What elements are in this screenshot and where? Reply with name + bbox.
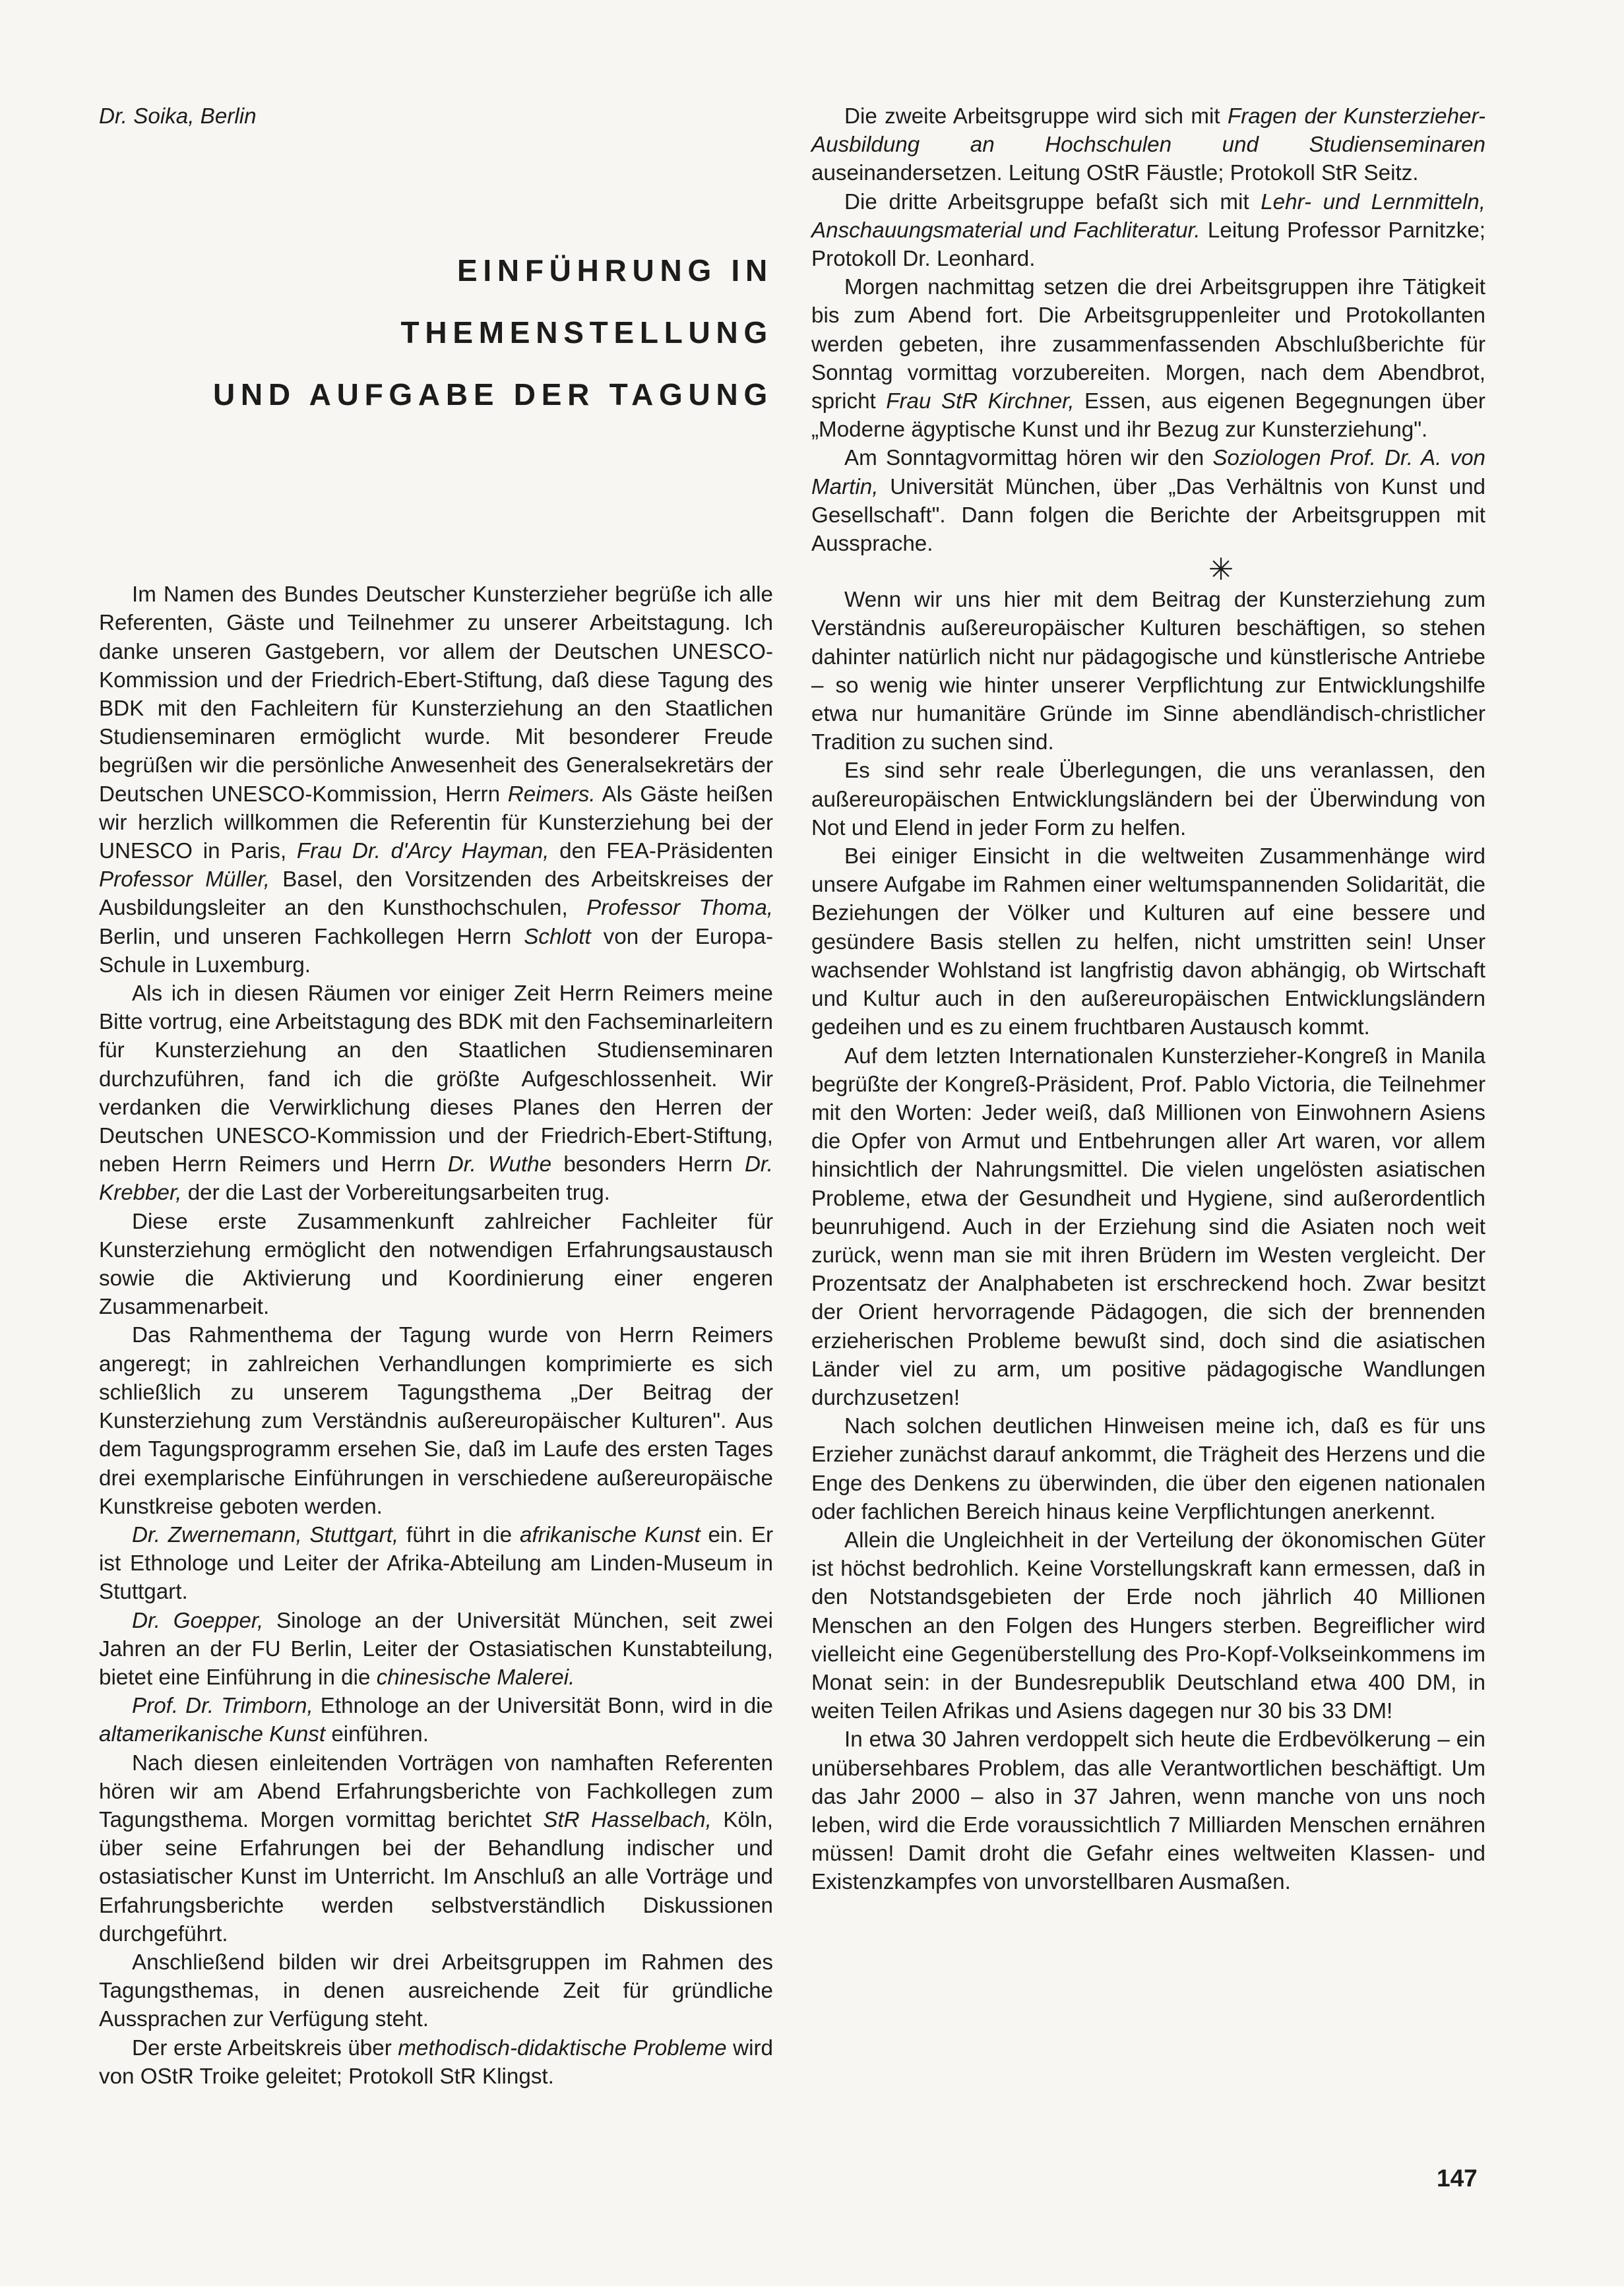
- paragraph: Dr. Zwernemann, Stuttgart, führt in die afrikanische Kunst ein. Er ist Ethnologe und Leiter der Afrika-Abteilung am Linden-Museum in Stuttgart.: [99, 1522, 774, 1605]
- paragraph: Die zweite Arbeitsgruppe wird sich mit Fragen der Kunsterzieher-Ausbildung an Hochschulen und Studienseminaren auseinandersetzen. Leitung OStR Fäustle; Protokoll StR Seitz.: [811, 104, 1485, 186]
- paragraph: Bei einiger Einsicht in die weltweiten Zusammenhänge wird unsere Aufgabe im Rahmen einer weltumspannenden Solidarität, die Beziehungen der Völker und Kulturen auf eine bessere und gesündere Basis stellen zu helfen, nicht umstritten sein! Unser wachsender Wohlstand ist langfristig davon abhängig, ob Wirtschaft und Kultur auch in den außereuropäischen Entwicklungsländern gedeihen und es zu einem fruchtbaren Austausch kommt.: [811, 844, 1485, 1040]
- paragraph: Allein die Ungleichheit in der Verteilung der ökonomischen Güter ist höchst bedrohlich. Keine Vorstellungskraft kann ermessen, daß in den Notstandsgebieten der Erde noch jährlich 40 Millionen Menschen an den Folgen des Hungers sterben. Begreiflicher wird vielleicht eine Gegenüberstellung des Pro-Kopf-Volkseinkommens im Monat sein: in der Bundesrepublik Deutschland etwa 400 DM, in weiten Teilen Afrikas und Asiens dagegen nur 30 bis 33 DM!: [811, 1528, 1485, 1724]
- paragraph: Wenn wir uns hier mit dem Beitrag der Kunsterziehung zum Verständnis außereuropäischer Kulturen beschäftigen, so stehen dahinter natürlich nicht nur pädagogische und künstlerische Antriebe – so wenig wie hinter unserer Verpflichtung zur Entwicklungshilfe etwa nur humanitäre Gründe im Sinne abendländisch-christlicher Tradition zu suchen sind.: [811, 588, 1485, 755]
- author-line: Dr. Soika, Berlin: [99, 104, 257, 129]
- paragraph: Als ich in diesen Räumen vor einiger Zeit Herrn Reimers meine Bitte vortrug, eine Arbeitstagung des BDK mit den Fachseminarleitern für Kunsterziehung an den Staatlichen Studienseminaren durchzuführen, fand ich die größte Aufgeschlossenheit. Wir verdanken die Verwirklichung dieses Planes den Herren der Deutschen UNESCO-Kommission und der Friedrich-Ebert-Stiftung, neben Herrn Reimers und Herrn Dr. Wuthe besonders Herrn Dr. Krebber, der die Last der Vorbereitungsarbeiten trug.: [99, 981, 773, 1206]
- paragraph: Die dritte Arbeitsgruppe befaßt sich mit Lehr- und Lernmitteln, Anschauungsmaterial und Fachliteratur. Leitung Professor Parnitzke; Protokoll Dr. Leonhard.: [811, 189, 1485, 272]
- paragraph: Es sind sehr reale Überlegungen, die uns veranlassen, den außereuropäischen Entwicklungsländern bei der Überwindung von Not und Elend in jeder Form zu helfen.: [811, 758, 1485, 840]
- paragraph: Dr. Goepper, Sinologe an der Universität München, seit zwei Jahren an der FU Berlin, Leiter der Ostasiatischen Kunstabteilung, bietet eine Einführung in die chinesische Malerei.: [99, 1608, 773, 1690]
- right-column: [811, 102, 1485, 1897]
- paragraph: Nach solchen deutlichen Hinweisen meine ich, daß es für uns Erzieher zunächst darauf ankommt, die Trägheit des Herzens und die Enge des Denkens zu überwinden, die über den eigenen nationalen oder fachlichen Bereich hinaus keine Verpflichtungen anerkennt.: [811, 1414, 1485, 1524]
- paragraph: Anschließend bilden wir drei Arbeitsgruppen im Rahmen des Tagungsthemas, in denen ausreichende Zeit für gründliche Aussprachen zur Verfügung steht.: [99, 1950, 773, 2032]
- paragraph: Prof. Dr. Trimborn, Ethnologe an der Universität Bonn, wird in die altamerikanische Kunst einführen.: [99, 1694, 773, 1747]
- paragraph: Nach diesen einleitenden Vorträgen von namhaften Referenten hören wir am Abend Erfahrungsberichte von Fachkollegen zum Tagungsthema. Morgen vormittag berichtet StR Hasselbach, Köln, über seine Erfahrungen bei der Behandlung indischer und ostasiatischer Kunst im Unterricht. Im Anschluß an alle Vorträge und Erfahrungsberichte werden selbstverständlich Diskussionen durchgeführt.: [99, 1750, 773, 1946]
- page-number: 147: [1437, 2165, 1478, 2192]
- paragraph: Auf dem letzten Internationalen Kunsterzieher-Kongreß in Manila begrüßte der Kongreß-Präsident, Prof. Pablo Victoria, die Teilnehmer mit den Worten: Jeder weiß, daß Millionen von Einwohnern Asiens die Opfer von Armut und Entbehrungen aller Art waren, vor allem hinsichtlich der Nahrungsmittel. Die vielen ungelösten asiatischen Probleme, etwa der Gesundheit und Hygiene, sind außerordentlich beunruhigend. Auch in der Erziehung sind die Asiaten noch weit zurück, wenn man sie mit ihren Brüdern im Westen vergleicht. Der Prozentsatz der Analphabeten ist erschreckend hoch. Zwar besitzt der Orient hervorragende Pädagogen, die sich der brennenden erzieherischen Probleme bewußt sind, doch sind die asiatischen Länder viel zu arm, um positive pädagogische Wandlungen durchzusetzen!: [811, 1043, 1485, 1410]
- paragraph: In etwa 30 Jahren verdoppelt sich heute die Erdbevölkerung – ein unübersehbares Problem, das alle Verantwortlichen beschäftigt. Um das Jahr 2000 – also in 37 Jahren, wenn manche von uns noch leben, wird die Erde voraussichtlich 7 Milliarden Menschen ernähren müssen! Damit droht die Gefahr eines weltweiten Klassen- und Existenzkampfes von unvorstellbaren Ausmaßen.: [811, 1727, 1485, 1895]
- paragraph: Diese erste Zusammenkunft zahlreicher Fachleiter für Kunsterziehung ermöglicht den notwendigen Erfahrungsaustausch sowie die Aktivierung und Koordinierung einer engeren Zusammenarbeit.: [99, 1209, 773, 1320]
- paragraph: Morgen nachmittag setzen die drei Arbeitsgruppen ihre Tätigkeit bis zum Abend fort. Die Arbeitsgruppenleiter und Protokollanten werden gebeten, ihre zusammenfassenden Abschlußberichte für Sonntag vormittag vorzubereiten. Morgen, nach dem Abendbrot, spricht Frau StR Kirchner, Essen, aus eigenen Begegnungen über „Moderne ägyptische Kunst und ihr Bezug zur Kunsterziehung".: [811, 275, 1485, 443]
- section-divider-asterisk-icon: ✳: [1208, 552, 1234, 587]
- paragraph: Das Rahmenthema der Tagung wurde von Herrn Reimers angeregt; in zahlreichen Verhandlungen komprimierte es sich schließlich zu unserem Tagungsthema „Der Beitrag der Kunsterziehung zum Verständnis außereuropäischer Kulturen". Aus dem Tagungsprogramm ersehen Sie, daß im Laufe des ersten Tages drei exemplarische Einführungen in verschiedene außereuropäische Kunstkreise geboten werden.: [99, 1323, 773, 1519]
- headline-line-1: EINFÜHRUNG IN THEMENSTELLUNG: [400, 253, 773, 350]
- spacer: [99, 425, 773, 580]
- paragraph: Der erste Arbeitskreis über methodisch-didaktische Probleme wird von OStR Troike geleitet; Protokoll StR Klingst.: [99, 2035, 774, 2089]
- paragraph: Am Sonntagvormittag hören wir den Soziologen Prof. Dr. A. von Martin, Universität München, über „Das Verhältnis von Kunst und Gesellschaft". Dann folgen die Berichte der Arbeitsgruppen mit Aussprache.: [811, 446, 1486, 557]
- headline-line-2: UND AUFGABE DER TAGUNG: [212, 377, 773, 412]
- paragraph: Im Namen des Bundes Deutscher Kunsterzieher begrüße ich alle Referenten, Gäste und Teilnehmer zu unserer Arbeitstagung. Ich danke unseren Gastgebern, vor allem der Deutschen UNESCO-Kommission und der Friedrich-Ebert-Stiftung, daß diese Tagung des BDK mit den Fachleitern für Kunsterziehung an den Staatlichen Studienseminaren ermöglicht wurde. Mit besonderer Freude begrüßen wir die persönliche Anwesenheit des Generalsekretärs der Deutschen UNESCO-Kommission, Herrn Reimers. Als Gäste heißen wir herzlich willkommen die Referentin für Kunsterziehung bei der UNESCO in Paris, Frau Dr. d'Arcy Hayman, den FEA-Präsidenten Professor Müller, Basel, den Vorsitzenden des Arbeitskreises der Ausbildungsleiter an den Kunsthochschulen, Professor Thoma, Berlin, und unseren Fachkollegen Herrn Schlott von der Europa-Schule in Luxemburg.: [99, 582, 774, 977]
- article-headline: [99, 239, 773, 425]
- left-column: [99, 102, 773, 2091]
